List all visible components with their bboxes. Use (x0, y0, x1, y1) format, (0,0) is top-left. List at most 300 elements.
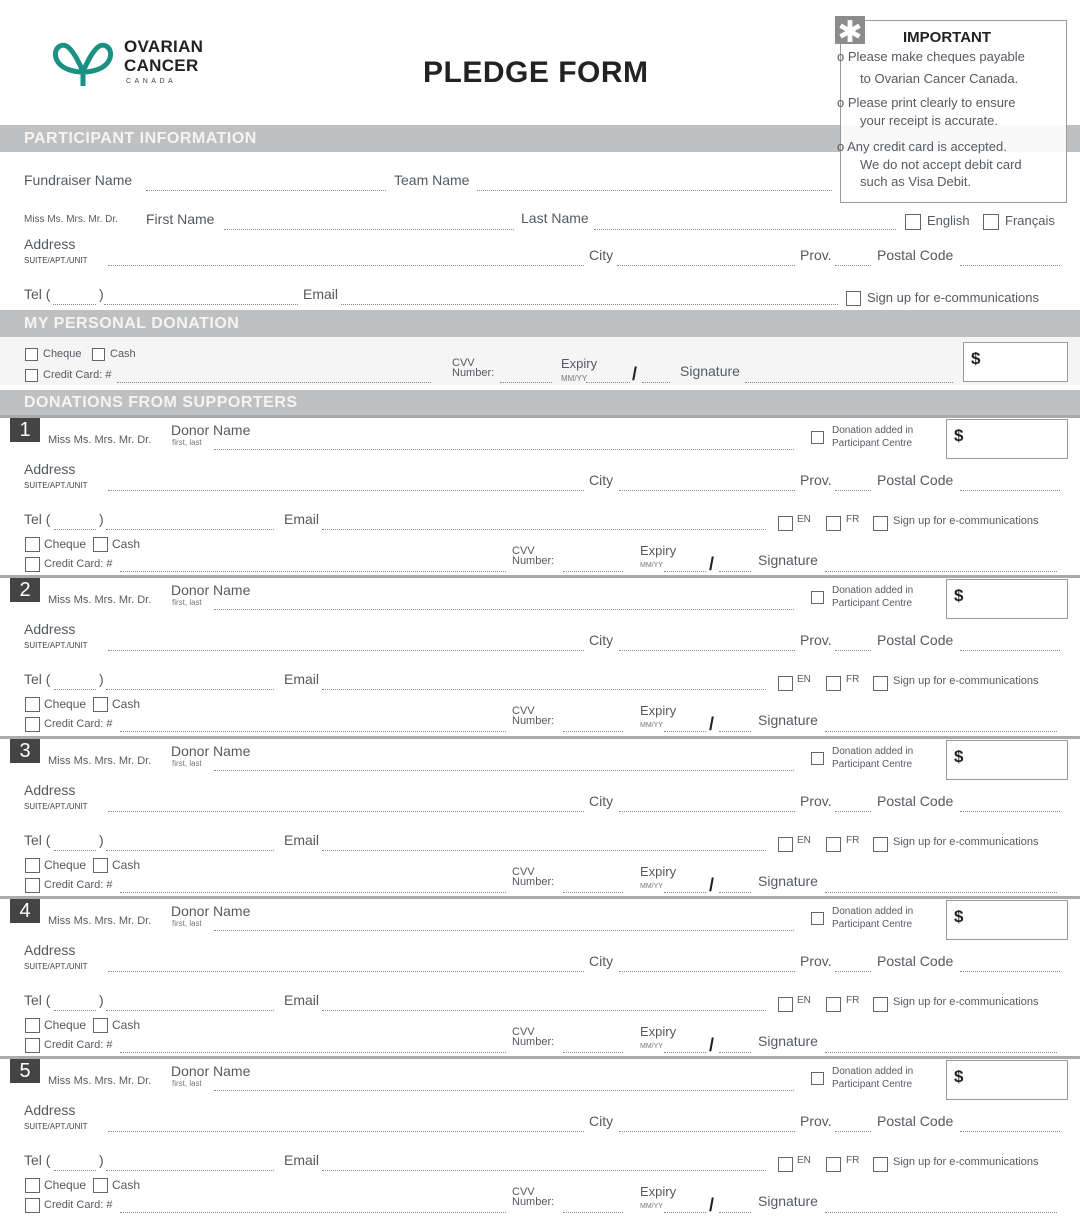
donor-name-label: Donor Name (171, 743, 251, 759)
donor-cash-label: Cash (112, 1178, 141, 1192)
donor-city-field[interactable] (619, 650, 795, 651)
logo-line3: CANADA (126, 78, 177, 85)
donor-cash-checkbox[interactable] (93, 858, 108, 873)
donor-postal-code-label: Postal Code (877, 472, 954, 488)
first-name-field[interactable] (224, 229, 514, 230)
asterisk-icon: ✱ (835, 16, 865, 44)
donor-expiry-month-field[interactable] (664, 571, 706, 572)
prov-label: Prov. (800, 247, 832, 263)
donor-cvv-label: CVV (512, 1026, 535, 1038)
donor-expiry-month-field[interactable] (664, 1052, 706, 1053)
donor-prov-field[interactable] (835, 650, 871, 651)
address-label: Address (24, 236, 76, 252)
donor-tel-close-paren: ) (99, 1152, 104, 1168)
signup-checkbox[interactable] (846, 291, 861, 306)
donor-tel-field[interactable] (106, 1170, 274, 1171)
donor-cvv-label: CVV (512, 545, 535, 557)
donor-cvv-label: CVV (512, 1186, 535, 1198)
dollar-sign: $ (954, 426, 964, 445)
donor-credit-checkbox[interactable] (25, 717, 40, 732)
donor-prov-label: Prov. (800, 472, 832, 488)
donation-added-label-2: Participant Centre (832, 759, 913, 770)
dollar-sign: $ (971, 349, 981, 368)
logo-line1: OVARIAN (124, 37, 204, 56)
donor-tel-area-code-field[interactable] (54, 1010, 96, 1011)
donor-fr-checkbox[interactable] (826, 837, 841, 852)
city-field[interactable] (617, 265, 795, 266)
donor-credit-label: Credit Card: # (44, 1199, 113, 1211)
donor-en-label: EN (797, 514, 811, 525)
donation-added-checkbox[interactable] (811, 912, 824, 925)
donor-signature-label: Signature (758, 1033, 818, 1049)
donor-tel-close-paren: ) (99, 832, 104, 848)
personal-cheque-checkbox[interactable] (25, 348, 38, 361)
francais-label: Français (1005, 213, 1055, 228)
donor-tel-area-code-field[interactable] (54, 529, 96, 530)
donation-added-label-1: Donation added in (832, 425, 914, 436)
divider (0, 415, 1080, 418)
suite-label: SUITE/APT./UNIT (24, 256, 88, 265)
donor-expiry-slash: / (709, 714, 715, 734)
logo (52, 36, 222, 92)
personal-cvv-label: CVV (452, 357, 475, 369)
donor-number: 2 (10, 578, 40, 602)
donation-added-label-2: Participant Centre (832, 919, 913, 930)
donor-expiry-label: Expiry (640, 1184, 677, 1199)
donor-cvv-number-label: Number: (512, 1036, 555, 1048)
donor-cvv-field[interactable] (563, 1212, 623, 1213)
donor-signature-label: Signature (758, 873, 818, 889)
donor-block-5 (0, 1056, 1080, 1216)
donor-cvv-number-label: Number: (512, 876, 555, 888)
donor-en-label: EN (797, 674, 811, 685)
donor-city-field[interactable] (619, 490, 795, 491)
donor-en-checkbox[interactable] (778, 837, 793, 852)
city-label: City (589, 247, 614, 263)
personal-credit-card-field[interactable] (117, 382, 431, 383)
donor-cvv-field[interactable] (563, 731, 623, 732)
personal-amount-field[interactable] (963, 342, 1068, 382)
donor-signup-checkbox[interactable] (873, 997, 888, 1012)
donation-added-label-2: Participant Centre (832, 1079, 913, 1090)
prov-field[interactable] (835, 265, 871, 266)
donor-first-last-hint: first, last (172, 759, 202, 768)
donor-block-3 (0, 736, 1080, 896)
donor-tel-area-code-field[interactable] (54, 1170, 96, 1171)
donor-en-checkbox[interactable] (778, 997, 793, 1012)
donor-cash-checkbox[interactable] (93, 1018, 108, 1033)
english-checkbox[interactable] (905, 214, 921, 230)
personal-signature-label: Signature (680, 363, 740, 379)
donor-cvv-field[interactable] (563, 571, 623, 572)
donor-email-label: Email (284, 992, 320, 1008)
donation-added-checkbox[interactable] (811, 591, 824, 604)
postal-code-label: Postal Code (877, 247, 954, 263)
donor-mmyy-label: MM/YY (640, 1043, 663, 1050)
donor-postal-code-field[interactable] (960, 1131, 1060, 1132)
donor-tel-label: Tel ( (24, 832, 51, 848)
donor-credit-checkbox[interactable] (25, 1038, 40, 1053)
section-header-personal: MY PERSONAL DONATION (0, 310, 1080, 337)
donor-postal-code-field[interactable] (960, 971, 1060, 972)
donor-email-label: Email (284, 1152, 320, 1168)
donor-tel-field[interactable] (106, 1010, 274, 1011)
personal-expiry-month-field[interactable] (586, 382, 630, 383)
donor-title-options: Miss Ms. Mrs. Mr. Dr. (48, 755, 152, 767)
donor-block-4 (0, 896, 1080, 1056)
donor-prov-field[interactable] (835, 490, 871, 491)
donor-postal-code-field[interactable] (960, 811, 1060, 812)
donor-prov-label: Prov. (800, 793, 832, 809)
donation-added-label-1: Donation added in (832, 1066, 914, 1077)
donor-credit-card-field[interactable] (120, 571, 506, 572)
donor-expiry-year-field[interactable] (719, 1052, 751, 1053)
donor-mmyy-label: MM/YY (640, 722, 663, 729)
team-name-field[interactable] (477, 190, 832, 191)
donor-prov-field[interactable] (835, 811, 871, 812)
tel-area-code-field[interactable] (53, 304, 96, 305)
donation-added-checkbox[interactable] (811, 431, 824, 444)
donor-signature-field[interactable] (825, 731, 1057, 732)
donor-cheque-checkbox[interactable] (25, 1178, 40, 1193)
donor-credit-card-field[interactable] (120, 892, 506, 893)
donor-email-field[interactable] (322, 689, 766, 690)
donor-tel-field[interactable] (106, 689, 274, 690)
donor-title-options: Miss Ms. Mrs. Mr. Dr. (48, 915, 152, 927)
donor-prov-field[interactable] (835, 971, 871, 972)
donor-cheque-checkbox[interactable] (25, 537, 40, 552)
donor-fr-checkbox[interactable] (826, 676, 841, 691)
donor-number: 5 (10, 1059, 40, 1083)
donor-amount-field[interactable] (946, 1060, 1068, 1100)
personal-expiry-year-field[interactable] (642, 382, 670, 383)
donor-signup-checkbox[interactable] (873, 837, 888, 852)
donor-cvv-field[interactable] (563, 1052, 623, 1053)
important-item: We do not accept debit card (860, 157, 1022, 172)
donor-en-checkbox[interactable] (778, 516, 793, 531)
donor-cvv-number-label: Number: (512, 715, 555, 727)
donor-signature-field[interactable] (825, 1052, 1057, 1053)
donor-number: 1 (10, 418, 40, 442)
donor-prov-label: Prov. (800, 1113, 832, 1129)
donor-city-label: City (589, 472, 614, 488)
personal-credit-label: Credit Card: # (43, 369, 112, 381)
donor-expiry-slash: / (709, 1035, 715, 1055)
donor-address-field[interactable] (108, 490, 584, 491)
dollar-sign: $ (954, 1067, 964, 1086)
donor-tel-close-paren: ) (99, 671, 104, 687)
donor-prov-field[interactable] (835, 1131, 871, 1132)
donor-expiry-year-field[interactable] (719, 892, 751, 893)
logo-line2: CANCER (124, 56, 199, 75)
donor-email-field[interactable] (322, 850, 766, 851)
donor-address-field[interactable] (108, 1131, 584, 1132)
donor-fr-checkbox[interactable] (826, 1157, 841, 1172)
personal-mmyy-label: MM/YY (561, 374, 588, 383)
donor-fr-label: FR (846, 514, 860, 525)
donor-city-label: City (589, 793, 614, 809)
donor-postal-code-label: Postal Code (877, 953, 954, 969)
donation-added-label-1: Donation added in (832, 585, 914, 596)
donor-signup-label: Sign up for e-communications (893, 675, 1039, 687)
donor-expiry-month-field[interactable] (664, 892, 706, 893)
donor-signup-label: Sign up for e-communications (893, 836, 1039, 848)
email-field[interactable] (341, 304, 838, 305)
donor-credit-card-field[interactable] (120, 1052, 506, 1053)
donor-city-field[interactable] (619, 1131, 795, 1132)
donor-fr-label: FR (846, 1155, 860, 1166)
section-header-supporters: DONATIONS FROM SUPPORTERS (0, 390, 1080, 415)
email-label: Email (303, 286, 339, 302)
first-name-label: First Name (146, 211, 215, 227)
donor-credit-label: Credit Card: # (44, 1039, 113, 1051)
donor-cvv-field[interactable] (563, 892, 623, 893)
donation-added-checkbox[interactable] (811, 1072, 824, 1085)
donor-postal-code-field[interactable] (960, 650, 1060, 651)
donor-email-label: Email (284, 671, 320, 687)
signup-label: Sign up for e-communications (867, 290, 1039, 305)
personal-cvv-number-label: Number: (452, 367, 495, 379)
important-item: o Any credit card is accepted. (837, 139, 1007, 154)
donor-fr-label: FR (846, 835, 860, 846)
donor-cheque-label: Cheque (44, 858, 87, 872)
donor-number: 4 (10, 899, 40, 923)
tel-label: Tel ( (24, 286, 51, 302)
donor-expiry-label: Expiry (640, 864, 677, 879)
donor-name-field[interactable] (214, 1090, 794, 1091)
donor-tel-field[interactable] (106, 850, 274, 851)
donor-credit-card-field[interactable] (120, 731, 506, 732)
important-item: such as Visa Debit. (860, 174, 972, 189)
donor-signature-field[interactable] (825, 892, 1057, 893)
personal-cash-checkbox[interactable] (92, 348, 105, 361)
donor-postal-code-field[interactable] (960, 490, 1060, 491)
donation-added-label-2: Participant Centre (832, 438, 913, 449)
donor-city-field[interactable] (619, 971, 795, 972)
divider (0, 896, 1080, 899)
donor-tel-label: Tel ( (24, 992, 51, 1008)
donor-en-label: EN (797, 1155, 811, 1166)
donor-address-label: Address (24, 461, 76, 477)
donor-expiry-label: Expiry (640, 703, 677, 718)
donor-en-checkbox[interactable] (778, 676, 793, 691)
donor-name-label: Donor Name (171, 1063, 251, 1079)
donation-added-checkbox[interactable] (811, 752, 824, 765)
donor-address-field[interactable] (108, 971, 584, 972)
donor-number: 3 (10, 739, 40, 763)
donor-city-label: City (589, 953, 614, 969)
donor-signup-label: Sign up for e-communications (893, 996, 1039, 1008)
donor-email-field[interactable] (322, 529, 766, 530)
donor-signature-field[interactable] (825, 571, 1057, 572)
donation-added-label-2: Participant Centre (832, 598, 913, 609)
donor-expiry-month-field[interactable] (664, 731, 706, 732)
tel-field[interactable] (104, 304, 298, 305)
divider (0, 575, 1080, 578)
donor-cash-checkbox[interactable] (93, 1178, 108, 1193)
donor-suite-label: SUITE/APT./UNIT (24, 481, 88, 490)
donor-tel-label: Tel ( (24, 511, 51, 527)
donor-expiry-month-field[interactable] (664, 1212, 706, 1213)
donor-block-1 (0, 415, 1080, 575)
important-item: to Ovarian Cancer Canada. (860, 71, 1019, 86)
donor-credit-label: Credit Card: # (44, 879, 113, 891)
donor-name-label: Donor Name (171, 903, 251, 919)
donor-cash-checkbox[interactable] (93, 697, 108, 712)
section-header-participant: PARTICIPANT INFORMATION (0, 125, 1080, 152)
donation-added-label-1: Donation added in (832, 746, 914, 757)
donor-name-field[interactable] (214, 609, 794, 610)
team-name-label: Team Name (394, 172, 470, 188)
donor-postal-code-label: Postal Code (877, 1113, 954, 1129)
donor-cheque-label: Cheque (44, 1178, 87, 1192)
dollar-sign: $ (954, 907, 964, 926)
last-name-label: Last Name (521, 210, 589, 226)
dollar-sign: $ (954, 586, 964, 605)
personal-cash-label: Cash (110, 348, 136, 360)
donor-expiry-label: Expiry (640, 543, 677, 558)
donor-tel-area-code-field[interactable] (54, 850, 96, 851)
donor-address-field[interactable] (108, 650, 584, 651)
donor-en-label: EN (797, 835, 811, 846)
donor-address-label: Address (24, 1102, 76, 1118)
donor-suite-label: SUITE/APT./UNIT (24, 1122, 88, 1131)
donor-cheque-label: Cheque (44, 537, 87, 551)
donor-address-label: Address (24, 621, 76, 637)
personal-expiry-label: Expiry (561, 356, 598, 371)
donor-suite-label: SUITE/APT./UNIT (24, 802, 88, 811)
personal-signature-field[interactable] (745, 382, 953, 383)
donor-signature-label: Signature (758, 1193, 818, 1209)
donor-first-last-hint: first, last (172, 919, 202, 928)
personal-cvv-field[interactable] (500, 382, 552, 383)
last-name-field[interactable] (594, 229, 896, 230)
donor-cash-label: Cash (112, 697, 141, 711)
donor-cvv-label: CVV (512, 705, 535, 717)
donor-postal-code-label: Postal Code (877, 632, 954, 648)
postal-code-field[interactable] (960, 265, 1060, 266)
donor-city-field[interactable] (619, 811, 795, 812)
donor-tel-field[interactable] (106, 529, 274, 530)
fundraiser-name-field[interactable] (146, 190, 386, 191)
donor-en-checkbox[interactable] (778, 1157, 793, 1172)
donor-expiry-year-field[interactable] (719, 731, 751, 732)
donor-tel-area-code-field[interactable] (54, 689, 96, 690)
donor-name-label: Donor Name (171, 582, 251, 598)
donor-expiry-slash: / (709, 1195, 715, 1215)
donor-fr-label: FR (846, 995, 860, 1006)
personal-expiry-slash: / (632, 364, 638, 384)
donor-address-field[interactable] (108, 811, 584, 812)
donor-cvv-label: CVV (512, 866, 535, 878)
donor-signup-checkbox[interactable] (873, 1157, 888, 1172)
donor-name-field[interactable] (214, 930, 794, 931)
donor-cash-label: Cash (112, 537, 141, 551)
donor-tel-close-paren: ) (99, 992, 104, 1008)
donor-credit-checkbox[interactable] (25, 878, 40, 893)
donor-credit-card-field[interactable] (120, 1212, 506, 1213)
donor-cheque-checkbox[interactable] (25, 697, 40, 712)
donor-signup-checkbox[interactable] (873, 676, 888, 691)
donor-tel-label: Tel ( (24, 671, 51, 687)
donor-amount-field[interactable] (946, 740, 1068, 780)
divider (0, 736, 1080, 739)
donor-cash-label: Cash (112, 858, 141, 872)
donor-signature-label: Signature (758, 552, 818, 568)
title-options: Miss Ms. Mrs. Mr. Dr. (24, 214, 118, 225)
donor-name-field[interactable] (214, 770, 794, 771)
donor-signup-label: Sign up for e-communications (893, 515, 1039, 527)
donor-credit-checkbox[interactable] (25, 1198, 40, 1213)
donor-address-label: Address (24, 942, 76, 958)
donor-mmyy-label: MM/YY (640, 562, 663, 569)
donor-prov-label: Prov. (800, 953, 832, 969)
donor-credit-label: Credit Card: # (44, 558, 113, 570)
personal-donation-panel (0, 337, 1080, 385)
donor-fr-label: FR (846, 674, 860, 685)
donor-mmyy-label: MM/YY (640, 1203, 663, 1210)
donor-tel-label: Tel ( (24, 1152, 51, 1168)
donor-address-label: Address (24, 782, 76, 798)
donor-name-field[interactable] (214, 449, 794, 450)
donor-email-field[interactable] (322, 1010, 766, 1011)
donor-signup-label: Sign up for e-communications (893, 1156, 1039, 1168)
page-title: PLEDGE FORM (423, 56, 649, 89)
ovarian-logo-icon (52, 38, 114, 90)
francais-checkbox[interactable] (983, 214, 999, 230)
donor-cvv-number-label: Number: (512, 555, 555, 567)
donor-cheque-checkbox[interactable] (25, 858, 40, 873)
important-item: o Please make cheques payable (837, 49, 1025, 64)
donor-credit-label: Credit Card: # (44, 718, 113, 730)
donor-email-label: Email (284, 832, 320, 848)
address-field[interactable] (108, 265, 584, 266)
personal-cheque-label: Cheque (43, 348, 82, 360)
donor-cheque-label: Cheque (44, 697, 87, 711)
donor-first-last-hint: first, last (172, 1079, 202, 1088)
donor-fr-checkbox[interactable] (826, 516, 841, 531)
donor-title-options: Miss Ms. Mrs. Mr. Dr. (48, 434, 152, 446)
donor-credit-checkbox[interactable] (25, 557, 40, 572)
donor-expiry-year-field[interactable] (719, 571, 751, 572)
important-item: your receipt is accurate. (860, 113, 999, 128)
donor-email-field[interactable] (322, 1170, 766, 1171)
donor-signup-checkbox[interactable] (873, 516, 888, 531)
donor-name-label: Donor Name (171, 422, 251, 438)
donor-title-options: Miss Ms. Mrs. Mr. Dr. (48, 1075, 152, 1087)
donor-signature-label: Signature (758, 712, 818, 728)
important-heading: IMPORTANT (903, 29, 992, 46)
english-label: English (927, 213, 970, 228)
donor-suite-label: SUITE/APT./UNIT (24, 962, 88, 971)
donor-expiry-slash: / (709, 875, 715, 895)
donor-cheque-checkbox[interactable] (25, 1018, 40, 1033)
donor-suite-label: SUITE/APT./UNIT (24, 641, 88, 650)
donor-signature-field[interactable] (825, 1212, 1057, 1213)
donor-tel-close-paren: ) (99, 511, 104, 527)
donor-city-label: City (589, 632, 614, 648)
donor-en-label: EN (797, 995, 811, 1006)
donor-amount-field[interactable] (946, 579, 1068, 619)
personal-credit-checkbox[interactable] (25, 369, 38, 382)
donor-first-last-hint: first, last (172, 438, 202, 447)
donor-cash-checkbox[interactable] (93, 537, 108, 552)
donor-amount-field[interactable] (946, 419, 1068, 459)
donor-cheque-label: Cheque (44, 1018, 87, 1032)
donor-fr-checkbox[interactable] (826, 997, 841, 1012)
donor-amount-field[interactable] (946, 900, 1068, 940)
donor-expiry-year-field[interactable] (719, 1212, 751, 1213)
